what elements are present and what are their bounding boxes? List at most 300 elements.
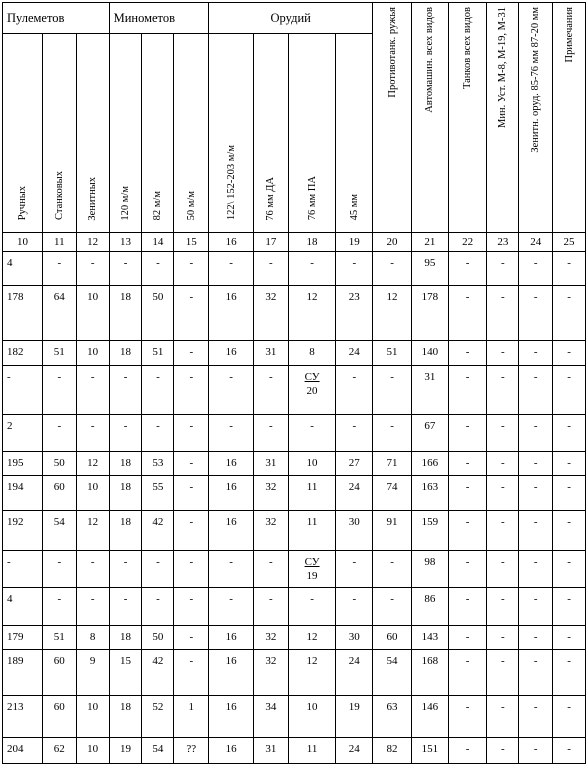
column-header-label: 76 мм ДА	[265, 176, 277, 221]
table-cell: 195	[3, 452, 43, 476]
table-cell: -	[3, 366, 43, 415]
column-header-aa-guns	[519, 3, 553, 233]
table-cell: 50	[42, 452, 76, 476]
table-cell: 151	[411, 738, 448, 764]
table-cell: -	[174, 286, 209, 341]
table-cell: 12	[288, 626, 336, 650]
column-header-antitank-rifles	[373, 3, 412, 233]
column-header-label: Противотанк. ружья	[386, 7, 398, 98]
table-cell: 86	[411, 588, 448, 626]
table-cell: 4	[3, 588, 43, 626]
table-cell: -	[519, 286, 553, 341]
table-cell: -	[336, 551, 373, 588]
table-cell: -	[519, 252, 553, 286]
table-cell: 51	[373, 341, 412, 366]
table-cell: -	[209, 366, 254, 415]
table-cell: 192	[3, 511, 43, 551]
column-number-cell: 10	[3, 233, 43, 252]
table-cell: 34	[253, 696, 288, 738]
table-cell: 18	[109, 341, 142, 366]
column-header-label: 76 мм ПА	[306, 176, 318, 221]
table-cell: -	[109, 551, 142, 588]
table-cell: -	[336, 252, 373, 286]
column-header-tanks	[448, 3, 487, 233]
table-cell: 23	[336, 286, 373, 341]
table-cell: -	[76, 252, 109, 286]
table-cell: 24	[336, 650, 373, 696]
table-cell: 60	[42, 696, 76, 738]
table-cell: 146	[411, 696, 448, 738]
table-cell: -	[487, 366, 519, 415]
table-cell: -	[109, 366, 142, 415]
table-cell	[288, 551, 336, 588]
table-cell: -	[448, 626, 487, 650]
table-cell: 31	[253, 341, 288, 366]
table-cell: -	[174, 551, 209, 588]
table-cell: -	[519, 452, 553, 476]
table-cell: 8	[288, 341, 336, 366]
table-cell: 30	[336, 511, 373, 551]
table-cell: -	[487, 415, 519, 452]
su-count: 20	[306, 384, 318, 397]
table-cell: 32	[253, 626, 288, 650]
table-cell: -	[448, 286, 487, 341]
table-cell: 16	[209, 696, 254, 738]
column-header-aa-mg	[76, 34, 109, 233]
table-cell: -	[448, 551, 487, 588]
table-cell: -	[42, 366, 76, 415]
column-header-hand-mg	[3, 34, 43, 233]
table-cell: -	[448, 341, 487, 366]
table-cell: 8	[76, 626, 109, 650]
table-row	[3, 696, 586, 738]
table-cell: -	[109, 588, 142, 626]
table-cell: 60	[373, 626, 412, 650]
column-header-label: Танков всех видов	[462, 7, 474, 90]
table-cell: -	[373, 588, 412, 626]
table-row	[3, 286, 586, 341]
table-cell: -	[373, 551, 412, 588]
column-header-label: 122\ 152-203 м/м	[225, 145, 237, 221]
table-cell: -	[519, 650, 553, 696]
table-cell: 11	[288, 511, 336, 551]
table-row	[3, 588, 586, 626]
table-cell: -	[448, 476, 487, 511]
table-cell: 16	[209, 341, 254, 366]
table-cell: 82	[373, 738, 412, 764]
table-cell: -	[142, 415, 174, 452]
table-cell: 51	[42, 626, 76, 650]
table-cell: -	[519, 511, 553, 551]
table-cell: 10	[76, 696, 109, 738]
table-cell: 18	[109, 452, 142, 476]
table-cell: 67	[411, 415, 448, 452]
column-header-label: 120 м/м	[120, 185, 132, 221]
armament-table	[2, 2, 586, 764]
table-cell: 168	[411, 650, 448, 696]
table-row	[3, 738, 586, 764]
table-cell: 178	[3, 286, 43, 341]
table-cell: 16	[209, 626, 254, 650]
table-cell: 12	[288, 650, 336, 696]
table-cell: -	[42, 252, 76, 286]
table-cell: -	[448, 696, 487, 738]
table-cell: -	[487, 551, 519, 588]
table-cell: -	[253, 588, 288, 626]
column-number-cell: 12	[76, 233, 109, 252]
table-cell: 9	[76, 650, 109, 696]
table-cell: -	[42, 588, 76, 626]
column-header-heavy-mg	[42, 34, 76, 233]
column-header-label: Станковых	[53, 171, 65, 221]
table-cell: 52	[142, 696, 174, 738]
table-cell: -	[553, 650, 586, 696]
table-cell: -	[553, 341, 586, 366]
table-cell: 27	[336, 452, 373, 476]
table-cell: -	[487, 252, 519, 286]
table-cell: 31	[253, 738, 288, 764]
table-cell: 54	[373, 650, 412, 696]
table-cell: -	[174, 626, 209, 650]
table-cell: 18	[109, 511, 142, 551]
table-cell: 54	[142, 738, 174, 764]
table-cell: -	[42, 551, 76, 588]
table-cell: -	[519, 366, 553, 415]
table-row	[3, 626, 586, 650]
table-cell: 178	[411, 286, 448, 341]
group-header-machine-guns: Пулеметов	[3, 3, 110, 34]
group-header-row	[3, 3, 586, 34]
table-cell: -	[373, 252, 412, 286]
document-page	[2, 2, 586, 764]
table-cell: 24	[336, 738, 373, 764]
column-header-rocket-launchers	[487, 3, 519, 233]
table-cell: -	[373, 366, 412, 415]
table-cell: -	[174, 588, 209, 626]
table-cell: -	[553, 588, 586, 626]
table-cell: 16	[209, 286, 254, 341]
table-cell: 91	[373, 511, 412, 551]
column-header-gun-45	[336, 34, 373, 233]
table-row	[3, 551, 586, 588]
table-cell: 50	[142, 286, 174, 341]
table-cell: -	[553, 252, 586, 286]
table-cell: 16	[209, 476, 254, 511]
table-cell: -	[174, 252, 209, 286]
column-header-label: Ручных	[16, 186, 28, 221]
table-cell: 55	[142, 476, 174, 511]
table-cell: 19	[336, 696, 373, 738]
column-header-label: 45 мм	[348, 193, 360, 221]
table-cell: 11	[288, 476, 336, 511]
table-cell: -	[142, 551, 174, 588]
table-cell: 32	[253, 286, 288, 341]
table-cell: 16	[209, 452, 254, 476]
table-cell: -	[373, 415, 412, 452]
table-cell: -	[142, 588, 174, 626]
column-number-cell: 20	[373, 233, 412, 252]
table-cell: -	[209, 252, 254, 286]
column-header-label: Зенитных	[87, 176, 99, 221]
column-number-cell: 19	[336, 233, 373, 252]
table-cell: -	[174, 341, 209, 366]
table-row	[3, 452, 586, 476]
table-cell: -	[519, 476, 553, 511]
table-cell: -	[519, 696, 553, 738]
column-number-cell: 25	[553, 233, 586, 252]
table-cell: -	[448, 366, 487, 415]
table-cell: -	[142, 252, 174, 286]
table-cell: -	[76, 551, 109, 588]
table-cell: -	[553, 476, 586, 511]
table-cell: 204	[3, 738, 43, 764]
table-row	[3, 341, 586, 366]
table-cell: 60	[42, 650, 76, 696]
table-cell: 10	[76, 476, 109, 511]
table-cell: 2	[3, 415, 43, 452]
table-cell: 19	[109, 738, 142, 764]
table-cell: -	[174, 452, 209, 476]
table-row	[3, 476, 586, 511]
table-cell: -	[174, 511, 209, 551]
table-cell: 54	[42, 511, 76, 551]
column-number-cell: 17	[253, 233, 288, 252]
table-cell: 95	[411, 252, 448, 286]
table-cell: -	[487, 650, 519, 696]
column-header-notes	[553, 3, 586, 233]
table-cell: 60	[42, 476, 76, 511]
column-number-cell: 18	[288, 233, 336, 252]
table-cell: 51	[142, 341, 174, 366]
table-cell: -	[487, 588, 519, 626]
column-header-label: Мин. Уст. М-8, М-19, М-31	[497, 7, 509, 128]
table-cell: 182	[3, 341, 43, 366]
table-cell: 18	[109, 696, 142, 738]
table-cell: -	[109, 415, 142, 452]
table-cell: -	[519, 415, 553, 452]
table-cell: -	[448, 511, 487, 551]
column-number-cell: 23	[487, 233, 519, 252]
table-cell: 18	[109, 626, 142, 650]
table-cell: -	[553, 511, 586, 551]
table-cell: -	[253, 415, 288, 452]
table-cell: 1	[174, 696, 209, 738]
table-cell: 42	[142, 650, 174, 696]
table-cell: -	[448, 738, 487, 764]
table-cell: 16	[209, 650, 254, 696]
table-cell: ??	[174, 738, 209, 764]
table-cell: -	[253, 252, 288, 286]
column-number-cell: 16	[209, 233, 254, 252]
table-cell: 18	[109, 476, 142, 511]
table-cell: 32	[253, 650, 288, 696]
table-cell: 11	[288, 738, 336, 764]
table-cell: -	[174, 476, 209, 511]
table-cell: 159	[411, 511, 448, 551]
su-label: СУ	[304, 556, 320, 568]
table-cell: -	[487, 738, 519, 764]
table-cell: -	[76, 366, 109, 415]
table-cell: 16	[209, 738, 254, 764]
table-cell: -	[42, 415, 76, 452]
column-header-mortar-82	[142, 34, 174, 233]
table-cell: 10	[76, 286, 109, 341]
table-cell: -	[76, 588, 109, 626]
table-cell: 10	[76, 341, 109, 366]
column-header-mortar-120	[109, 34, 142, 233]
table-cell: -	[487, 476, 519, 511]
table-row	[3, 511, 586, 551]
table-cell: -	[487, 341, 519, 366]
table-cell: 32	[253, 511, 288, 551]
table-cell: 10	[76, 738, 109, 764]
table-cell: -	[288, 415, 336, 452]
column-header-mortar-50	[174, 34, 209, 233]
group-header-guns: Орудий	[209, 3, 373, 34]
table-cell: -	[448, 452, 487, 476]
table-cell: -	[142, 366, 174, 415]
table-cell: 16	[209, 511, 254, 551]
table-cell: 71	[373, 452, 412, 476]
table-cell: -	[487, 511, 519, 551]
table-cell: -	[487, 696, 519, 738]
table-cell: -	[448, 588, 487, 626]
table-cell: -	[519, 341, 553, 366]
self-propelled-gun-note	[305, 371, 320, 399]
table-cell: 30	[336, 626, 373, 650]
column-header-vehicles	[411, 3, 448, 233]
column-number-cell: 15	[174, 233, 209, 252]
table-cell: -	[487, 626, 519, 650]
table-cell: 63	[373, 696, 412, 738]
table-cell: 194	[3, 476, 43, 511]
table-cell: 24	[336, 476, 373, 511]
table-cell: -	[288, 588, 336, 626]
table-cell: -	[288, 252, 336, 286]
table-cell: -	[109, 252, 142, 286]
column-number-cell: 22	[448, 233, 487, 252]
column-header-gun-122-152	[209, 34, 254, 233]
table-cell: -	[448, 252, 487, 286]
table-cell: -	[448, 415, 487, 452]
table-cell: -	[553, 452, 586, 476]
table-cell: 179	[3, 626, 43, 650]
table-cell: 64	[42, 286, 76, 341]
column-number-cell: 24	[519, 233, 553, 252]
table-cell: 140	[411, 341, 448, 366]
self-propelled-gun-note	[305, 556, 320, 584]
table-cell: 42	[142, 511, 174, 551]
column-header-label: Зенитн. оруд. 85-76 мм 87-20 мм	[530, 7, 542, 153]
table-cell: 213	[3, 696, 43, 738]
table-cell: -	[174, 650, 209, 696]
table-cell: 166	[411, 452, 448, 476]
table-cell: -	[519, 551, 553, 588]
table-cell: 32	[253, 476, 288, 511]
table-cell: -	[174, 366, 209, 415]
column-number-cell: 13	[109, 233, 142, 252]
table-cell: -	[336, 415, 373, 452]
table-cell: 74	[373, 476, 412, 511]
table-cell: -	[76, 415, 109, 452]
column-header-label: Примечания	[563, 7, 575, 63]
column-header-label: 50 м/м	[185, 191, 197, 221]
table-row	[3, 415, 586, 452]
column-number-cell: 21	[411, 233, 448, 252]
table-cell: 18	[109, 286, 142, 341]
table-cell: -	[553, 696, 586, 738]
table-cell: -	[553, 551, 586, 588]
group-header-mortars: Минометов	[109, 3, 209, 34]
column-number-row	[3, 233, 586, 252]
table-row	[3, 366, 586, 415]
table-cell: 4	[3, 252, 43, 286]
table-cell: -	[253, 551, 288, 588]
table-cell: 12	[76, 452, 109, 476]
table-cell: -	[253, 366, 288, 415]
column-header-gun-76-da	[253, 34, 288, 233]
table-cell: -	[209, 551, 254, 588]
table-cell: -	[553, 366, 586, 415]
column-number-cell: 14	[142, 233, 174, 252]
table-cell: -	[519, 738, 553, 764]
table-cell: 53	[142, 452, 174, 476]
table-cell: 12	[288, 286, 336, 341]
table-cell: 31	[411, 366, 448, 415]
table-cell: -	[519, 588, 553, 626]
table-cell: 51	[42, 341, 76, 366]
column-header-label: Автомашин. всех видов	[424, 7, 436, 113]
table-cell: 189	[3, 650, 43, 696]
table-body	[3, 233, 586, 764]
table-cell: -	[487, 286, 519, 341]
table-cell: 143	[411, 626, 448, 650]
table-cell: 12	[373, 286, 412, 341]
table-cell: 12	[76, 511, 109, 551]
table-cell: 15	[109, 650, 142, 696]
table-cell: 163	[411, 476, 448, 511]
table-cell: -	[336, 588, 373, 626]
table-cell: 31	[253, 452, 288, 476]
table-cell: -	[553, 415, 586, 452]
table-header	[3, 3, 586, 233]
column-header-gun-76-pa	[288, 34, 336, 233]
table-cell: 24	[336, 341, 373, 366]
table-cell: -	[487, 452, 519, 476]
table-cell: -	[174, 415, 209, 452]
table-cell: -	[448, 650, 487, 696]
table-row	[3, 252, 586, 286]
table-cell: 50	[142, 626, 174, 650]
table-cell: 98	[411, 551, 448, 588]
table-cell: -	[209, 415, 254, 452]
table-cell: 62	[42, 738, 76, 764]
table-cell: -	[209, 588, 254, 626]
column-number-cell: 11	[42, 233, 76, 252]
column-header-label: 82 м/м	[152, 191, 164, 221]
table-row	[3, 650, 586, 696]
table-cell: 10	[288, 696, 336, 738]
table-cell: -	[336, 366, 373, 415]
table-cell	[288, 366, 336, 415]
su-label: СУ	[304, 371, 320, 383]
su-count: 19	[306, 569, 318, 582]
table-cell: 10	[288, 452, 336, 476]
table-cell: -	[553, 626, 586, 650]
table-cell: -	[553, 738, 586, 764]
table-cell: -	[553, 286, 586, 341]
table-cell: -	[519, 626, 553, 650]
